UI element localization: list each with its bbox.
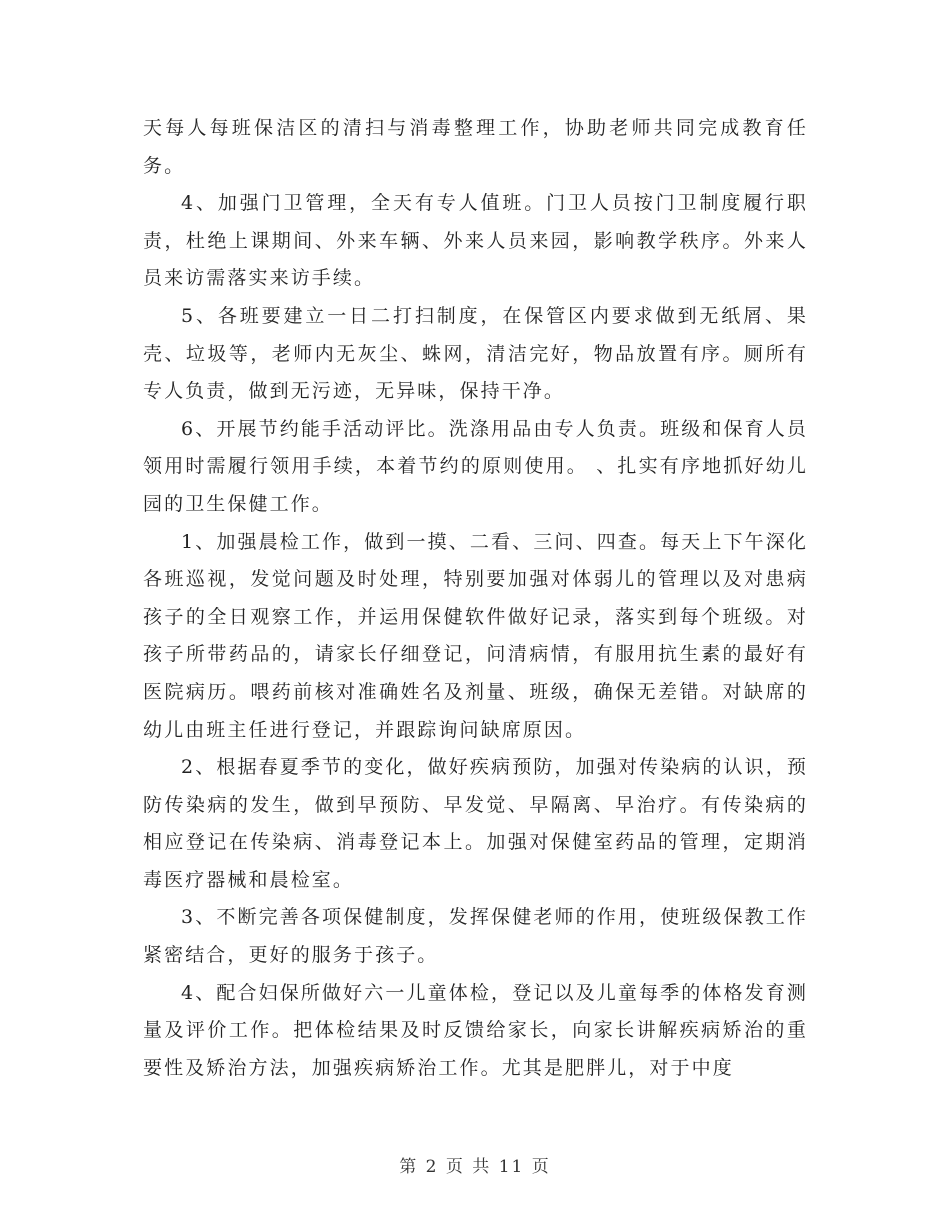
document-body bbox=[143, 110, 808, 1087]
page-footer bbox=[0, 1152, 950, 1177]
paragraph-continued: 天每人每班保洁区的清扫与消毒整理工作，协助老师共同完成教育任务。 bbox=[143, 117, 808, 177]
paragraph-health-system: 3、不断完善各项保健制度，发挥保健老师的作用，使班级保教工作紧密结合，更好的服务于孩子。 bbox=[143, 906, 808, 967]
paragraph-gate-management: 4、加强门卫管理，全天有专人值班。门卫人员按门卫制度履行职责，杜绝上课期间、外来车辆、外来人员来园，影响教学秩序。外来人员来访需落实来访手续。 bbox=[143, 192, 808, 290]
paragraph-physical-exam: 4、配合妇保所做好六一儿童体检，登记以及儿童每季的体格发育测量及评价工作。把体检结果及时反馈给家长，向家长讲解疾病矫治的重要性及矫治方法，加强疾病矫治工作。尤其是肥胖儿，对于中度 bbox=[143, 981, 808, 1079]
paragraph-morning-check: 1、加强晨检工作，做到一摸、二看、三问、四查。每天上下午深化各班巡视，发觉问题及时处理，特别要加强对体弱儿的管理以及对患病孩子的全日观察工作，并运用保健软件做好记录，落实到每个班级。对孩子所带药品的，请家长仔细登记，问清病情，有服用抗生素的最好有医院病历。喂药前核对准确姓名及剂量、班级，确保无差错。对缺席的幼儿由班主任进行登记，并跟踪询问缺席原因。 bbox=[143, 530, 808, 741]
paragraph-cleaning-system: 5、各班要建立一日二打扫制度，在保管区内要求做到无纸屑、果壳、垃圾等，老师内无灰尘、蛛网，清洁完好，物品放置有序。厕所有专人负责，做到无污迹，无异味，保持干净。 bbox=[143, 304, 808, 403]
paragraph-disease-prevention: 2、根据春夏季节的变化，做好疾病预防，加强对传染病的认识，预防传染病的发生，做到早预防、早发觉、早隔离、早治疗。有传染病的相应登记在传染病、消毒登记本上。加强对保健室药品的管理，定期消毒医疗器械和晨检室。 bbox=[143, 756, 808, 891]
page-number-label: 第 2 页 共 11 页 bbox=[399, 1157, 551, 1177]
paragraph-saving-activity: 6、开展节约能手活动评比。洗涤用品由专人负责。班级和保育人员领用时需履行领用手续，本着节约的原则使用。 、扎实有序地抓好幼儿园的卫生保健工作。 bbox=[143, 417, 808, 515]
